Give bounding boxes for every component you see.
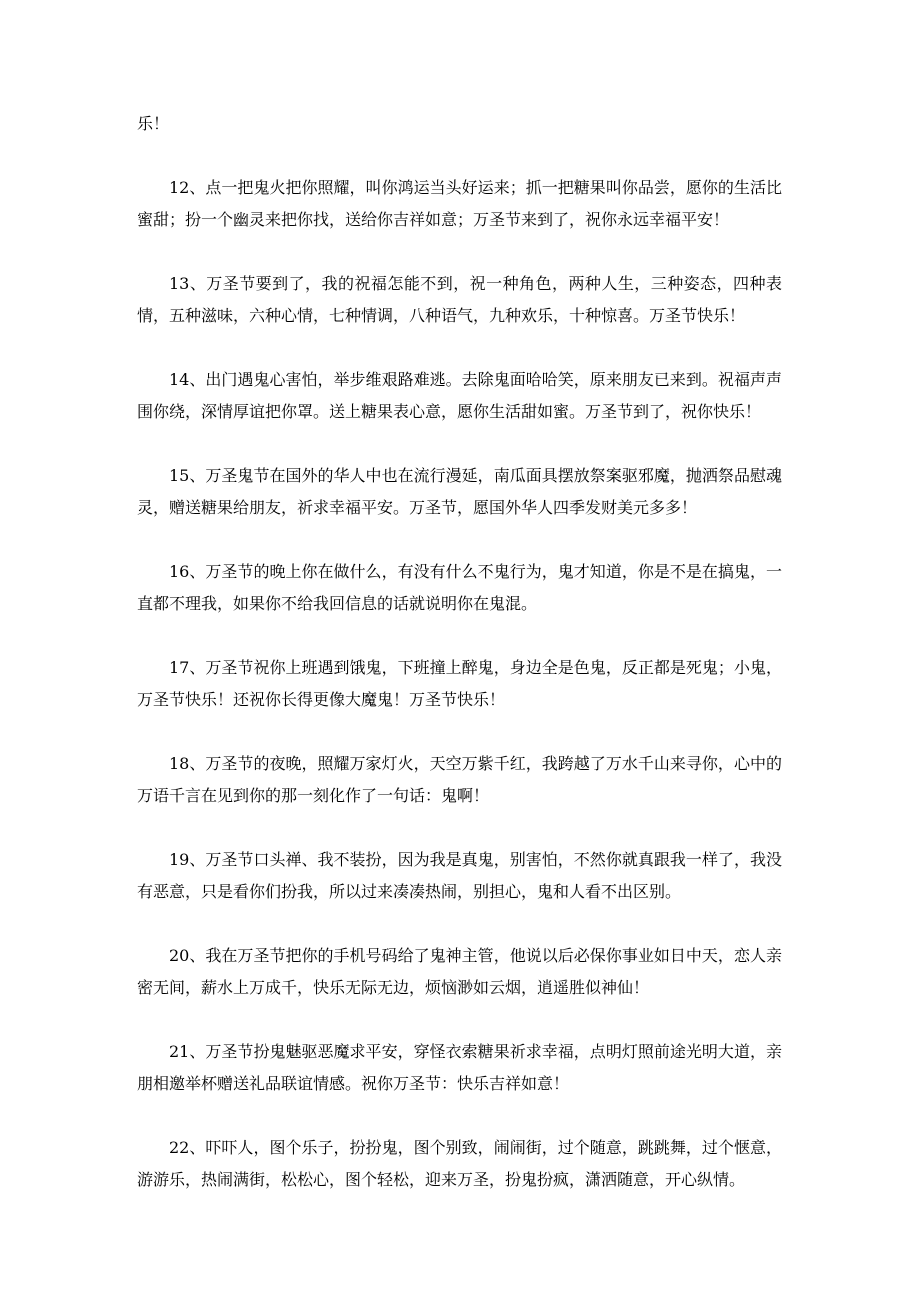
paragraph-continuation: 乐！ bbox=[137, 114, 170, 133]
paragraph-17: 17、万圣节祝你上班遇到饿鬼，下班撞上醉鬼，身边全是色鬼，反正都是死鬼；小鬼，万圣节快乐！还祝你长得更像大魔鬼！万圣节快乐！ bbox=[137, 658, 782, 709]
paragraph-13: 13、万圣节要到了，我的祝福怎能不到，祝一种角色，两种人生，三种姿态，四种表情，五种滋味，六种心情，七种情调，八种语气，九种欢乐，十种惊喜。万圣节快乐！ bbox=[137, 274, 782, 325]
paragraph-16: 16、万圣节的晚上你在做什么，有没有什么不鬼行为，鬼才知道，你是不是在搞鬼，一直都不理我，如果你不给我回信息的话就说明你在鬼混。 bbox=[137, 562, 782, 613]
paragraph-22: 22、吓吓人，图个乐子，扮扮鬼，图个别致，闹闹街，过个随意，跳跳舞，过个惬意，游游乐，热闹满街，松松心，图个轻松，迎来万圣，扮鬼扮疯，潇洒随意，开心纵情。 bbox=[137, 1138, 782, 1189]
paragraph-14: 14、出门遇鬼心害怕，举步维艰路难逃。去除鬼面哈哈笑，原来朋友已来到。祝福声声围你绕，深情厚谊把你罩。送上糖果表心意，愿你生活甜如蜜。万圣节到了，祝你快乐！ bbox=[137, 370, 782, 421]
paragraph-19: 19、万圣节口头禅、我不装扮，因为我是真鬼，别害怕，不然你就真跟我一样了，我没有恶意，只是看你们扮我，所以过来凑凑热闹，别担心，鬼和人看不出区别。 bbox=[137, 850, 782, 901]
paragraph-20: 20、我在万圣节把你的手机号码给了鬼神主管，他说以后必保你事业如日中天，恋人亲密无间，薪水上万成千，快乐无际无边，烦恼渺如云烟，逍遥胜似神仙！ bbox=[137, 946, 782, 997]
document-body bbox=[137, 108, 782, 1228]
paragraph-12: 12、点一把鬼火把你照耀，叫你鸿运当头好运来；抓一把糖果叫你品尝，愿你的生活比蜜甜；扮一个幽灵来把你找，送给你吉祥如意；万圣节来到了，祝你永远幸福平安！ bbox=[137, 178, 782, 229]
paragraph-18: 18、万圣节的夜晚，照耀万家灯火，天空万紫千红，我跨越了万水千山来寻你，心中的万语千言在见到你的那一刻化作了一句话：鬼啊！ bbox=[137, 754, 782, 805]
paragraph-15: 15、万圣鬼节在国外的华人中也在流行漫延，南瓜面具摆放祭案驱邪魔，抛洒祭品慰魂灵，赠送糖果给朋友，祈求幸福平安。万圣节，愿国外华人四季发财美元多多！ bbox=[137, 466, 782, 517]
paragraph-21: 21、万圣节扮鬼魅驱恶魔求平安，穿怪衣索糖果祈求幸福，点明灯照前途光明大道，亲朋相邀举杯赠送礼品联谊情感。祝你万圣节：快乐吉祥如意！ bbox=[137, 1042, 782, 1093]
